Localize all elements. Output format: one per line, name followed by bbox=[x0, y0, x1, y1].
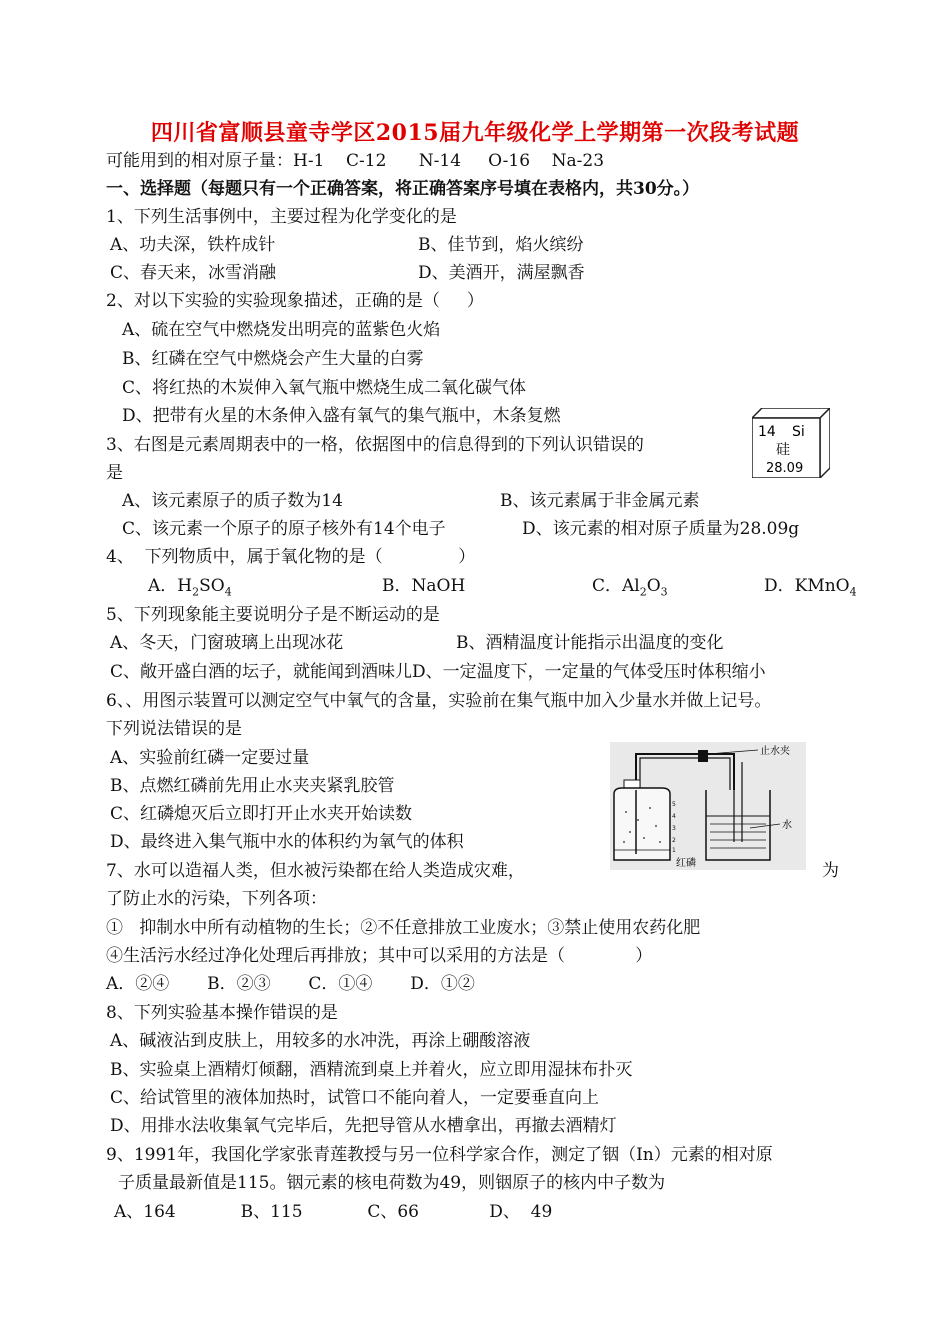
q3-option-a: A、该元素原子的质子数为14 bbox=[122, 491, 343, 511]
q7-items-2: ④生活污水经过净化处理后再排放；其中可以采用的方法是（ ） bbox=[106, 946, 653, 966]
question-9: 9、1991年，我国化学家张青莲教授与另一位科学家合作，测定了铟（In）元素的相对原 bbox=[106, 1145, 773, 1165]
q4-option-a: A．$H_2SO_4$ bbox=[148, 576, 232, 599]
q6-option-c: C、红磷熄灭后立即打开止水夹开始读数 bbox=[110, 804, 413, 824]
q4-option-d: D．KMnO$_4$ bbox=[764, 576, 857, 599]
element-number: 14 bbox=[758, 424, 776, 440]
jar-mark: 1 bbox=[672, 847, 676, 854]
jar-mark: 2 bbox=[672, 837, 676, 844]
element-symbol: Si bbox=[792, 424, 805, 440]
q5-options-cd: C、敞开盛白酒的坛子，就能闻到酒味儿D、一定温度下，一定量的气体受压时体积缩小 bbox=[110, 662, 766, 682]
exam-title: 四川省富顺县童寺学区2015届九年级化学上学期第一次段考试题 bbox=[150, 120, 800, 146]
q2-option-b: B、红磷在空气中燃烧会产生大量的白雾 bbox=[122, 349, 424, 369]
element-mass: 28.09 bbox=[766, 461, 804, 476]
phosphorus-label: 红磷 bbox=[676, 858, 696, 869]
q5-option-a: A、冬天，门窗玻璃上出现冰花 bbox=[110, 633, 344, 653]
q3-option-c: C、该元素一个原子的原子核外有14个电子 bbox=[122, 519, 446, 539]
question-7-continued: 了防止水的污染，下列各项： bbox=[106, 889, 327, 909]
question-7-wei: 为 bbox=[822, 861, 839, 881]
q8-option-c: C、给试管里的液体加热时，试管口不能向着人，一定要垂直向上 bbox=[110, 1088, 600, 1108]
question-6-continued: 下列说法错误的是 bbox=[106, 719, 242, 739]
question-9-continued: 子质量最新值是115。铟元素的核电荷数为49，则铟原子的核内中子数为 bbox=[118, 1173, 666, 1193]
oxygen-apparatus-figure bbox=[610, 742, 806, 870]
question-6: 6、、用图示装置可以测定空气中氧气的含量，实验前在集气瓶中加入少量水并做上记号。 bbox=[106, 691, 772, 711]
q1-option-d: D、美酒开，满屋飘香 bbox=[418, 263, 585, 283]
jar-mark: 3 bbox=[672, 825, 676, 832]
q3-option-b: B、该元素属于非金属元素 bbox=[500, 491, 700, 511]
question-8: 8、下列实验基本操作错误的是 bbox=[106, 1003, 338, 1023]
jar-mark: 4 bbox=[672, 813, 676, 820]
q8-option-d: D、用排水法收集氧气完毕后，先把导管从水槽拿出，再撤去酒精灯 bbox=[110, 1116, 617, 1136]
clamp-label: 止水夹 bbox=[760, 746, 790, 757]
question-3-continued: 是 bbox=[106, 463, 123, 483]
question-7: 7、水可以造福人类，但水被污染都在给人类造成灾难， bbox=[106, 861, 525, 881]
q9-options: A、164 B、115 C、66 D、 49 bbox=[114, 1202, 553, 1222]
q1-option-a: A、功夫深，铁杵成针 bbox=[110, 235, 276, 255]
q8-option-a: A、碱液沾到皮肤上，用较多的水冲洗，再涂上硼酸溶液 bbox=[110, 1031, 531, 1051]
element-name: 硅 bbox=[776, 442, 790, 458]
q5-option-b: B、酒精温度计能指示出温度的变化 bbox=[456, 633, 724, 653]
question-3: 3、右图是元素周期表中的一格，依据图中的信息得到的下列认识错误的 bbox=[106, 435, 644, 455]
q3-option-d: D、该元素的相对原子质量为28.09g bbox=[522, 519, 800, 539]
q1-option-c: C、春天来，冰雪消融 bbox=[110, 263, 277, 283]
question-4: 4、 下列物质中，属于氧化物的是（ ） bbox=[106, 547, 476, 567]
q4-option-b: B．NaOH bbox=[382, 576, 466, 596]
q2-option-d: D、把带有火星的木条伸入盛有氧气的集气瓶中，木条复燃 bbox=[122, 406, 561, 426]
element-cell-figure bbox=[752, 408, 830, 478]
jar-mark: 5 bbox=[672, 801, 676, 808]
question-2: 2、对以下实验的实验现象描述，正确的是（ ） bbox=[106, 291, 484, 311]
q1-option-b: B、佳节到，焰火缤纷 bbox=[418, 235, 584, 255]
atomic-masses: 可能用到的相对原子量：H-1 C-12 N-14 O-16 Na-23 bbox=[106, 151, 605, 171]
q6-option-d: D、最终进入集气瓶中水的体积约为氧气的体积 bbox=[110, 832, 464, 852]
q4-option-c: C．$Al_2O_3$ bbox=[592, 576, 668, 599]
water-label: 水 bbox=[782, 820, 792, 831]
q2-option-c: C、将红热的木炭伸入氧气瓶中燃烧生成二氧化碳气体 bbox=[122, 378, 527, 398]
q8-option-b: B、实验桌上酒精灯倾翻，酒精流到桌上并着火，应立即用湿抹布扑灭 bbox=[110, 1060, 633, 1080]
q2-option-a: A、硫在空气中燃烧发出明亮的蓝紫色火焰 bbox=[122, 320, 441, 340]
q6-option-b: B、点燃红磷前先用止水夹夹紧乳胶管 bbox=[110, 776, 395, 796]
q6-option-a: A、实验前红磷一定要过量 bbox=[110, 748, 310, 768]
question-1: 1、下列生活事例中，主要过程为化学变化的是 bbox=[106, 207, 457, 227]
section-heading: 一、选择题（每题只有一个正确答案，将正确答案序号填在表格内，共30分。） bbox=[106, 179, 700, 199]
question-5: 5、下列现象能主要说明分子是不断运动的是 bbox=[106, 605, 440, 625]
q7-options: A．②④ B．②③ C．①④ D．①② bbox=[106, 974, 475, 994]
q7-items-1: ① 抑制水中所有动植物的生长；②不任意排放工业废水；③禁止使用农药化肥 bbox=[106, 918, 701, 938]
